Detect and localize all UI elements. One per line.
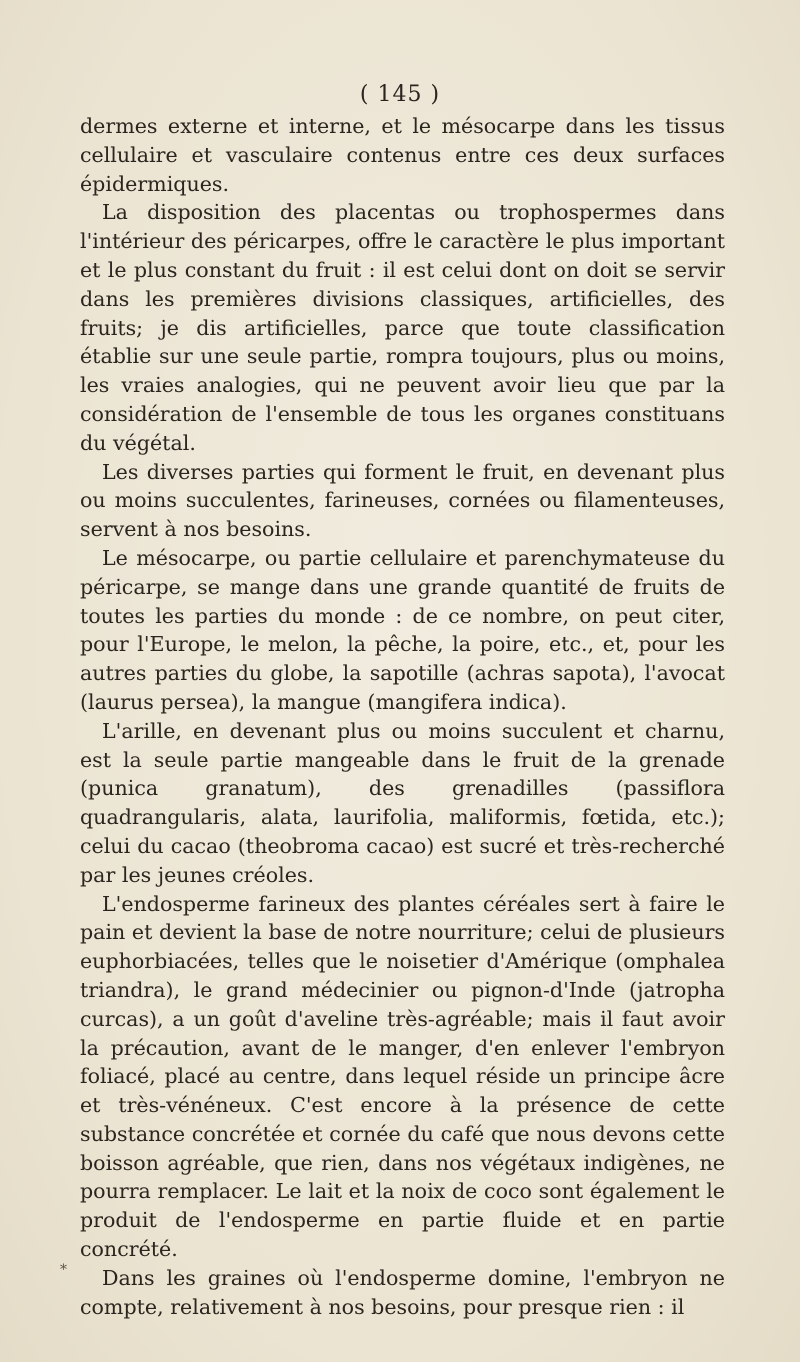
paragraph-5: L'arille, en devenant plus ou moins succulent et charnu, est la seule partie mangeable dans le fruit de la grenade (punica granatum), des grenadilles (passiflora quadrangularis, alata, laurifolia, maliformis, fœtida, etc.); celui du cacao (theobroma cacao) est sucré et très-recherché par les jeunes créoles. <box>80 718 725 887</box>
paragraph-2: La disposition des placentas ou trophospermes dans l'intérieur des péricarpes, offre le caractère le plus important et le plus constant du fruit : il est celui dont on doit se servir dans les premières divisions classiques, artificielles, des fruits; je dis artificielles, parce que toute classification établie sur une seule partie, rompra toujours, plus ou moins, les vraies analogies, qui ne peuvent avoir lieu que par la considération de l'ensemble de tous les organes constituans du végétal. <box>80 200 725 455</box>
paragraph-6: L'endosperme farineux des plantes céréales sert à faire le pain et devient la base de notre nourriture; celui de plusieurs euphorbiacées, telles que le noisetier d'Amérique (omphalea triandra), le grand médecinier ou pignon-d'Inde (jatropha curcas), a un goût d'aveline très-agréable; mais il faut avoir la précaution, avant de le manger, d'en enlever l'embryon foliacé, placé au centre, dans lequel réside un principe âcre et très-vénéneux. C'est encore à la présence de cette substance concrétée et cornée du café que nous devons cette boisson agréable, que rien, dans nos végétaux indigènes, ne pourra remplacer. Le lait et la noix de coco sont également le produit de l'endosperme en partie fluide et en partie concrété. <box>80 891 725 1262</box>
paragraph-3: Les diverses parties qui forment le fruit, en devenant plus ou moins succulentes, farineuses, cornées ou filamenteuses, servent à nos besoins. <box>80 459 725 542</box>
paragraph-4: Le mésocarpe, ou partie cellulaire et parenchymateuse du péricarpe, se mange dans une grande quantité de fruits de toutes les parties du monde : de ce nombre, on peut citer, pour l'Europe, le melon, la pêche, la poire, etc., et, pour les autres parties du globe, la sapotille (achras sapota), l'avocat (laurus persea), la mangue (mangifera indica). <box>80 545 725 714</box>
page-text <box>80 112 725 1321</box>
page-number: ( 145 ) <box>359 82 441 107</box>
footer-mark: * <box>60 1262 67 1278</box>
paragraph-1: dermes externe et interne, et le mésocarpe dans les tissus cellulaire et vasculaire contenus entre ces deux surfaces épidermiques. <box>80 114 725 196</box>
paragraph-7: Dans les graines où l'endosperme domine, l'embryon ne compte, relativement à nos besoins, pour presque rien : il <box>80 1265 725 1319</box>
